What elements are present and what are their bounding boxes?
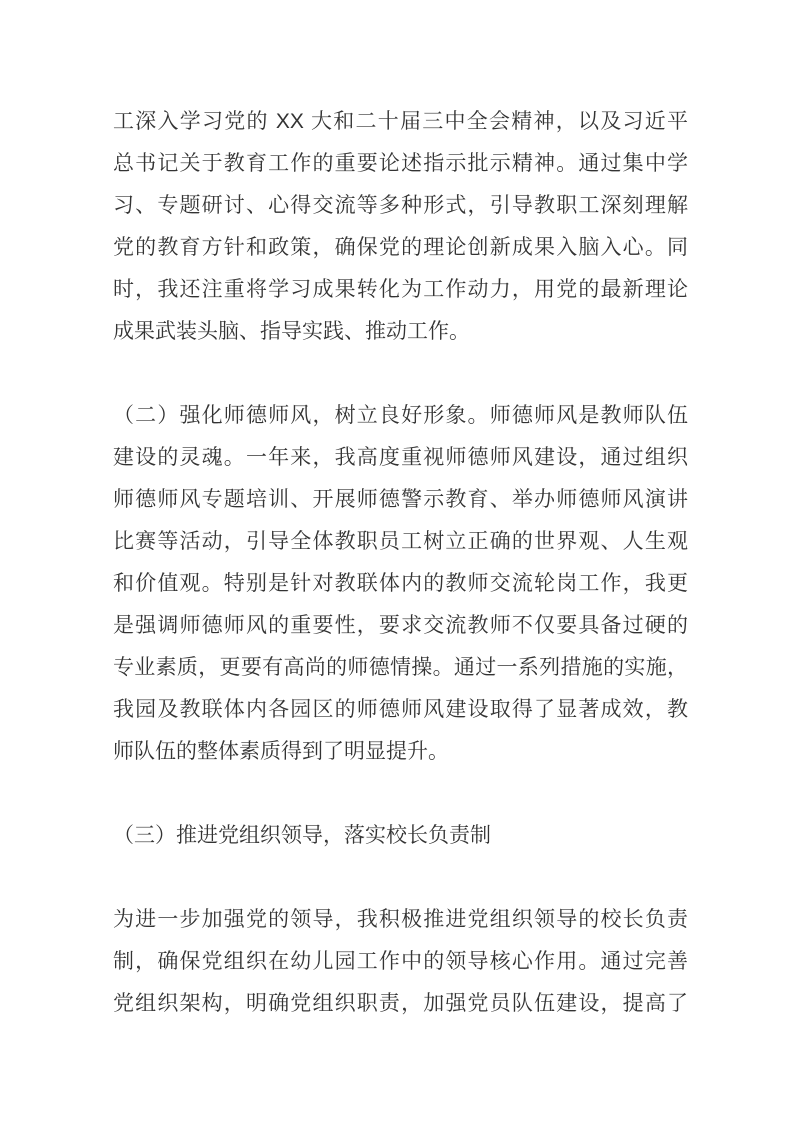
- text-line: 成果武装头脑、指导实践、推动工作。: [113, 320, 470, 343]
- text-line: 制，确保党组织在幼儿园工作中的领导核心作用。通过完善: [113, 950, 688, 973]
- text-line: 党的教育方针和政策，确保党的理论创新成果入脑入心。同: [113, 236, 688, 259]
- text-line: 党组织架构，明确党组织职责，加强党员队伍建设，提高了: [113, 992, 688, 1015]
- text-line: 建设的灵魂。一年来，我高度重视师德师风建设，通过组织: [113, 446, 688, 469]
- text-line: 师德师风专题培训、开展师德警示教育、举办师德师风演讲: [113, 488, 688, 511]
- text-line: 和价值观。特别是针对教联体内的教师交流轮岗工作，我更: [113, 572, 688, 595]
- text-line: 总书记关于教育工作的重要论述指示批示精神。通过集中学: [113, 152, 688, 175]
- text-line: 师队伍的整体素质得到了明显提升。: [113, 740, 449, 763]
- text-line: 比赛等活动，引导全体教职员工树立正确的世界观、人生观: [113, 530, 688, 553]
- text-line: 我园及教联体内各园区的师德师风建设取得了显著成效，教: [113, 698, 688, 721]
- text-line: 是强调师德师风的重要性，要求交流教师不仅要具备过硬的: [113, 614, 688, 637]
- text-line: 为进一步加强党的领导，我积极推进党组织领导的校长负责: [113, 908, 688, 931]
- text-line: 工深入学习党的 XX 大和二十届三中全会精神，以及习近平: [113, 110, 688, 133]
- paragraph: [113, 899, 688, 1025]
- text-line: （二）强化师德师风，树立良好形象。师德师风是教师队伍: [113, 404, 688, 427]
- paragraph: [113, 101, 688, 353]
- text-line: 专业素质，更要有高尚的师德情操。通过一系列措施的实施，: [113, 656, 688, 679]
- text-line: 时，我还注重将学习成果转化为工作动力，用党的最新理论: [113, 278, 688, 301]
- paragraph: [113, 395, 688, 773]
- document-body: [113, 101, 688, 1067]
- text-line: 习、专题研讨、心得交流等多种形式，引导教职工深刻理解: [113, 194, 688, 217]
- section-heading: [113, 815, 688, 857]
- text-line: （三）推进党组织领导，落实校长负责制: [113, 824, 491, 847]
